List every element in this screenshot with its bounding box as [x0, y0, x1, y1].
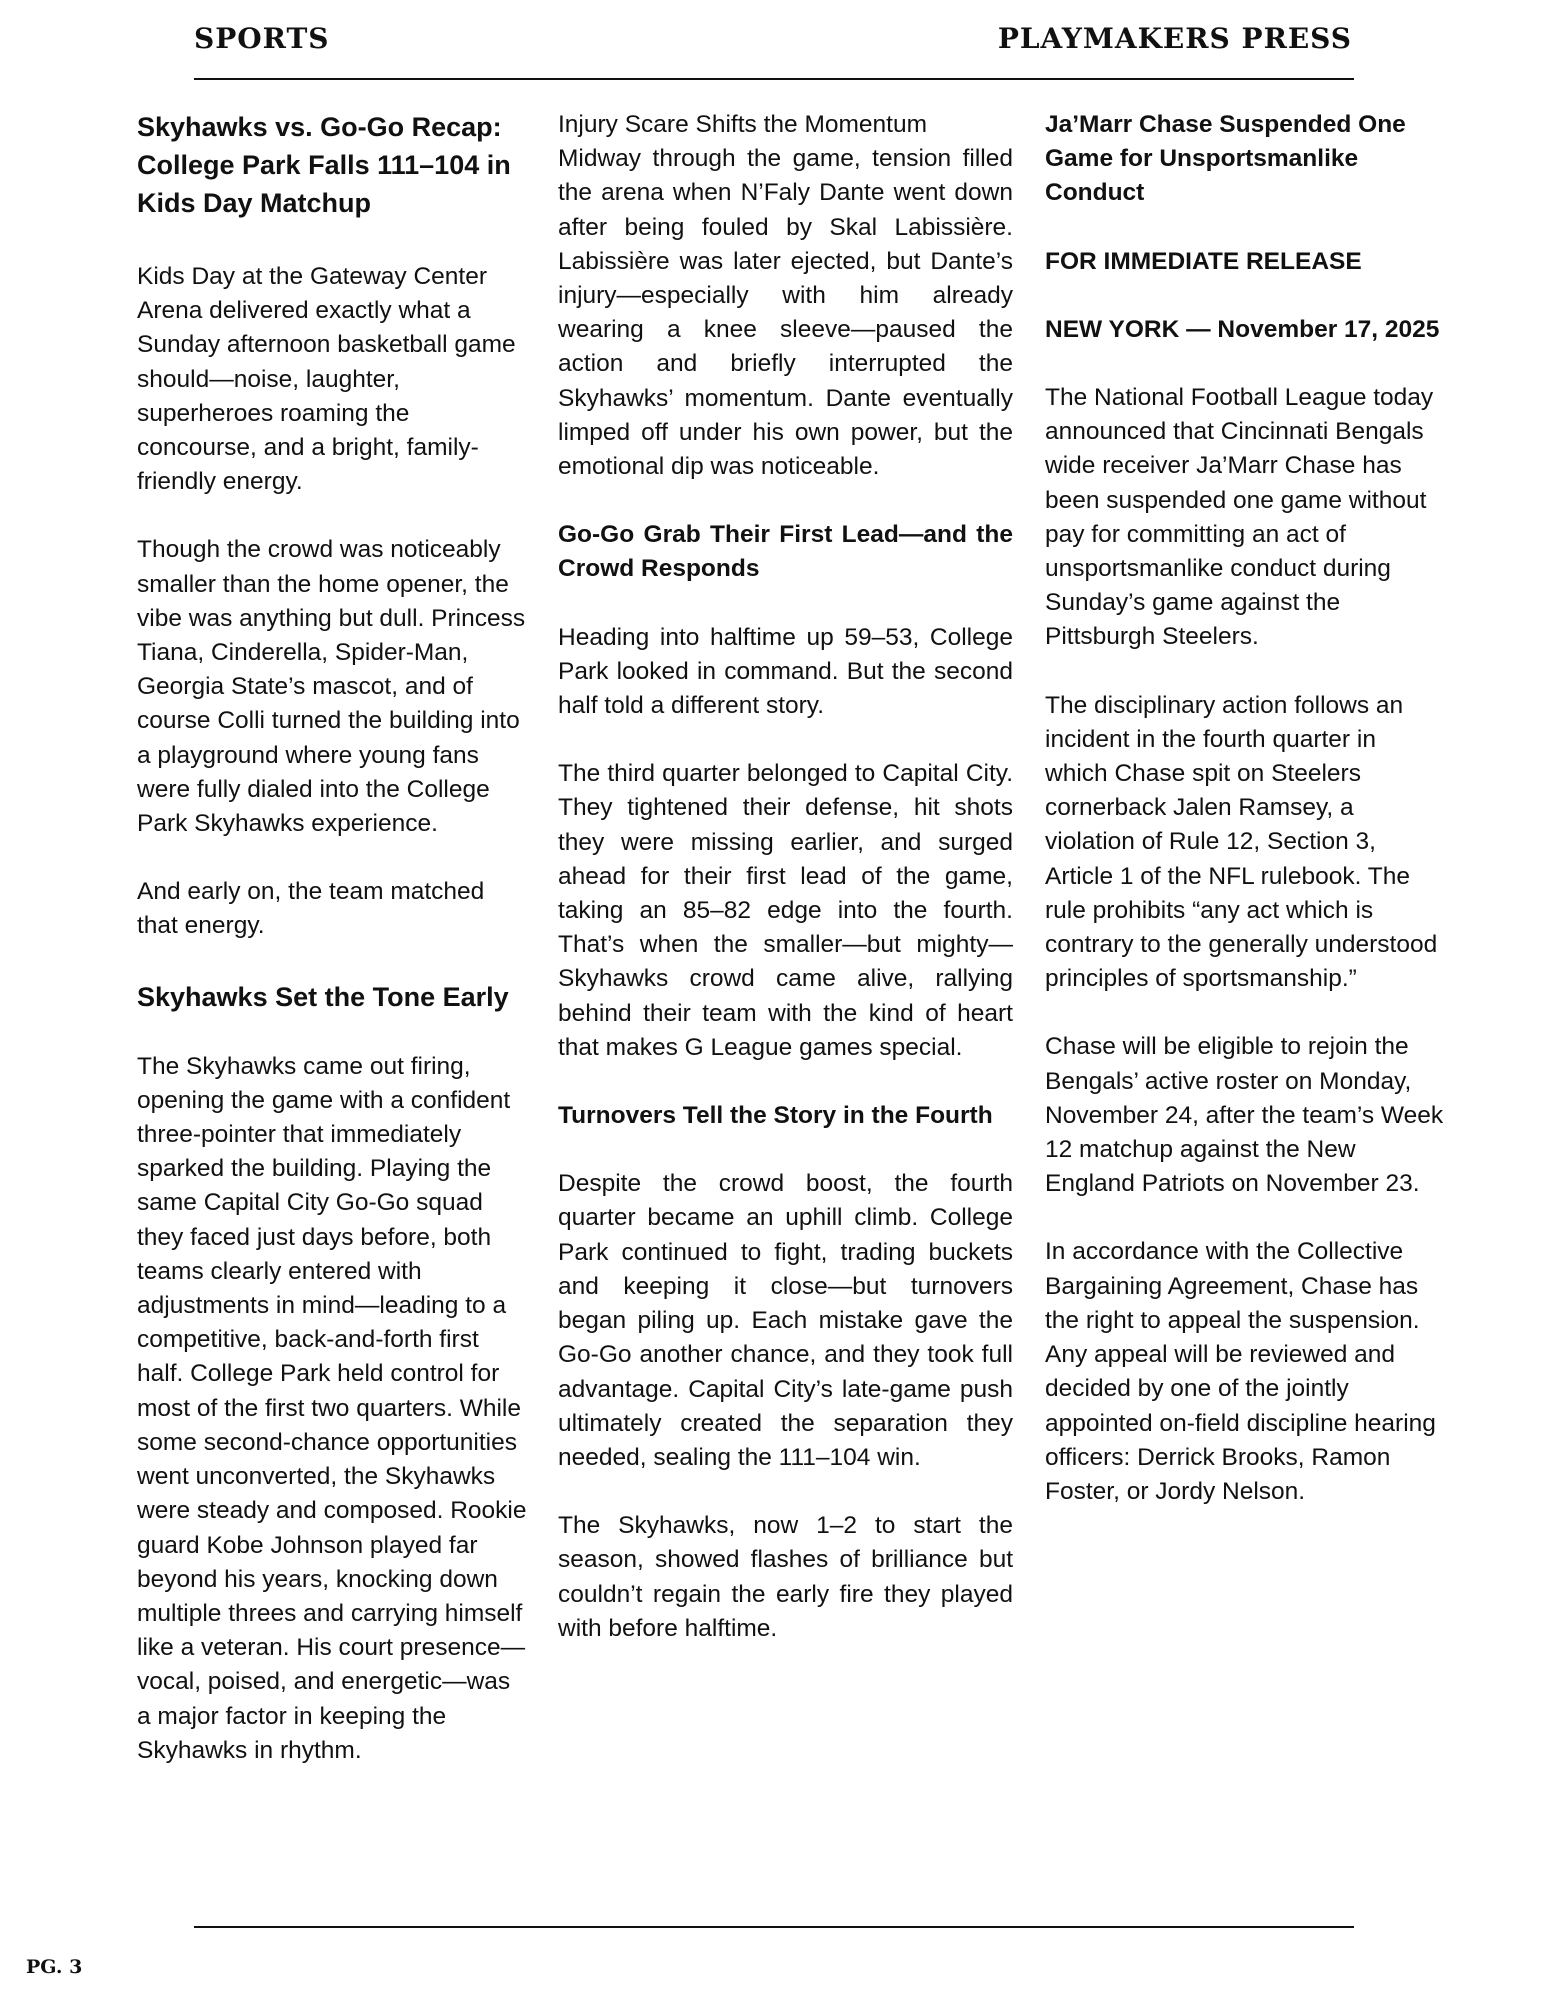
article-column-3: [1045, 108, 1445, 1543]
article-column-2: [558, 108, 1013, 1680]
article-headline: Ja’Marr Chase Suspended One Game for Unsportsmanlike Conduct: [1045, 111, 1406, 207]
article-paragraph: The third quarter belonged to Capital City. They tightened their defense, hit shots they were missing earlier, and surged ahead for their first lead of the game, taking an 85–82 edge into the fourth. That’s when the smaller—but mighty—Skyhawks crowd came alive, rallying behind their team with the kind of heart that makes G League games special.: [558, 760, 1013, 1061]
release-label: FOR IMMEDIATE RELEASE: [1045, 247, 1362, 275]
article-subhead: Skyhawks Set the Tone Early: [137, 981, 509, 1012]
article-paragraph: Despite the crowd boost, the fourth quarter became an uphill climb. College Park continued to fight, trading buckets and keeping it close—but turnovers began piling up. Each mistake gave the Go-Go another chance, and they took full advantage. Capital City’s late-game push ultimately created the separation they needed, sealing the 111–104 win.: [558, 1170, 1013, 1471]
article-subhead: Injury Scare Shifts the Momentum: [558, 111, 928, 138]
article-paragraph: The National Football League today announced that Cincinnati Bengals wide receiver Ja’Marr Chase has been suspended one game without pay for committing an act of unsportsmanlike conduct during Sunday’s game against the Pittsburgh Steelers.: [1045, 384, 1434, 651]
article-subhead: Go-Go Grab Their First Lead—and the Crowd Responds: [558, 521, 1013, 583]
article-paragraph: In accordance with the Collective Bargaining Agreement, Chase has the right to appeal the suspension. Any appeal will be reviewed and decided by one of the jointly appointed on-field discipline hearing officers: Derrick Brooks, Ramon Foster, or Jordy Nelson.: [1045, 1238, 1436, 1505]
page-number: PG. 3: [26, 1956, 83, 1978]
footer-divider: [194, 1926, 1354, 1928]
header-divider: [194, 78, 1354, 80]
article-paragraph: Though the crowd was noticeably smaller than the home opener, the vibe was anything but dull. Princess Tiana, Cinderella, Spider-Man, Georgia State’s mascot, and of course Colli turned the building into a playground where young fans were fully dialed into the College Park Skyhawks experience.: [137, 536, 526, 838]
article-column-1: [137, 108, 529, 1802]
article-paragraph: The Skyhawks, now 1–2 to start the season, showed flashes of brilliance but couldn’t regain the early fire they played with before halftime.: [558, 1512, 1013, 1642]
article-paragraph: The Skyhawks came out firing, opening the game with a confident three-pointer that immediately sparked the building. Playing the same Capital City Go-Go squad they faced just days before, both teams clearly entered with adjustments in mind—leading to a competitive, back-and-forth first half. College Park held control for most of the first two quarters. While some second-chance opportunities went unconverted, the Skyhawks were steady and composed. Rookie guard Kobe Johnson played far beyond his years, knocking down multiple threes and carrying himself like a veteran. His court presence—vocal, poised, and energetic—was a major factor in keeping the Skyhawks in rhythm.: [137, 1052, 527, 1764]
dateline: NEW YORK — November 17, 2025: [1045, 315, 1440, 343]
article-paragraph: Kids Day at the Gateway Center Arena delivered exactly what a Sunday afternoon basketball game should—noise, laughter, superheroes roaming the concourse, and a bright, family-friendly energy.: [137, 263, 516, 496]
article-paragraph: [558, 108, 1013, 484]
article-subhead: Turnovers Tell the Story in the Fourth: [558, 1102, 993, 1130]
article-paragraph: Heading into halftime up 59–53, College Park looked in command. But the second half told a different story.: [558, 623, 1013, 720]
section-label: SPORTS: [194, 22, 330, 55]
article-paragraph: Chase will be eligible to rejoin the Bengals’ active roster on Monday, November 24, after the team’s Week 12 matchup against the New England Patriots on November 23.: [1045, 1033, 1444, 1198]
article-paragraph: The disciplinary action follows an incident in the fourth quarter in which Chase spit on Steelers cornerback Jalen Ramsey, a violation of Rule 12, Section 3, Article 1 of the NFL rulebook. The rule prohibits “any act which is contrary to the generally understood principles of sportsmanship.”: [1045, 691, 1438, 993]
article-headline: Skyhawks vs. Go-Go Recap: College Park Falls 111–104 in Kids Day Matchup: [137, 112, 511, 218]
article-paragraph: And early on, the team matched that energy.: [137, 878, 485, 940]
article-paragraph-text: Midway through the game, tension filled the arena when N’Faly Dante went down after being fouled by Skal Labissière. Labissière was later ejected, but Dante’s injury—especially with him already wearing a knee sleeve—paused the action and briefly interrupted the Skyhawks’ momentum. Dante eventually limped off under his own power, but the emotional dip was noticeable.: [558, 145, 1013, 481]
publication-name: PLAYMAKERS PRESS: [997, 22, 1352, 55]
